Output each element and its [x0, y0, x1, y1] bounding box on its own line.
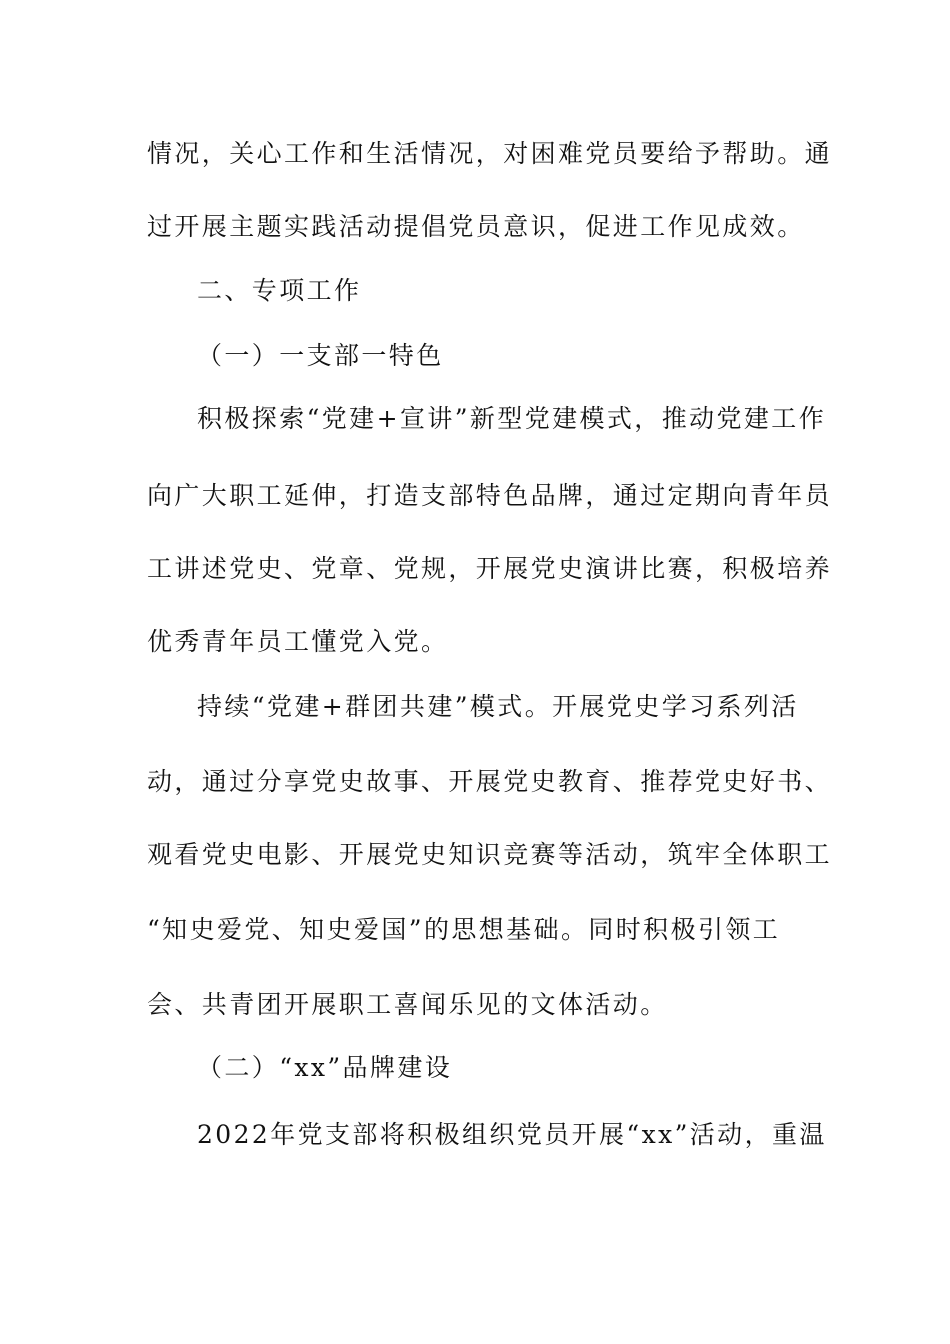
body-text-line: 积极探索“党建+宣讲”新型党建模式，推动党建工作	[197, 404, 827, 433]
body-text-line: 工讲述党史、党章、党规，开展党史演讲比赛，积极培养	[147, 554, 833, 583]
body-text-line: 优秀青年员工懂党入党。	[147, 627, 449, 656]
body-text-line: “知史爱党、知史爱国”的思想基础。同时积极引领工	[147, 915, 781, 944]
body-text-line: 观看党史电影、开展党史知识竞赛等活动，筑牢全体职工	[147, 840, 833, 869]
body-text-line: 持续“党建+群团共建”模式。开展党史学习系列活	[197, 692, 799, 721]
body-text-line: 向广大职工延伸，打造支部特色品牌，通过定期向青年员	[147, 481, 833, 510]
body-text-line: 情况，关心工作和生活情况，对困难党员要给予帮助。通	[147, 139, 833, 168]
subsection-heading: （二）“xx”品牌建设	[197, 1053, 453, 1082]
body-text-line: 会、共青团开展职工喜闻乐见的文体活动。	[147, 990, 668, 1019]
body-text-line: 2022年党支部将积极组织党员开展“xx”活动，重温	[197, 1120, 827, 1149]
section-heading: 二、专项工作	[197, 276, 362, 305]
body-text-line: 动，通过分享党史故事、开展党史教育、推荐党史好书、	[147, 767, 833, 796]
subsection-heading: （一）一支部一特色	[197, 341, 444, 370]
body-text-line: 过开展主题实践活动提倡党员意识，促进工作见成效。	[147, 212, 805, 241]
